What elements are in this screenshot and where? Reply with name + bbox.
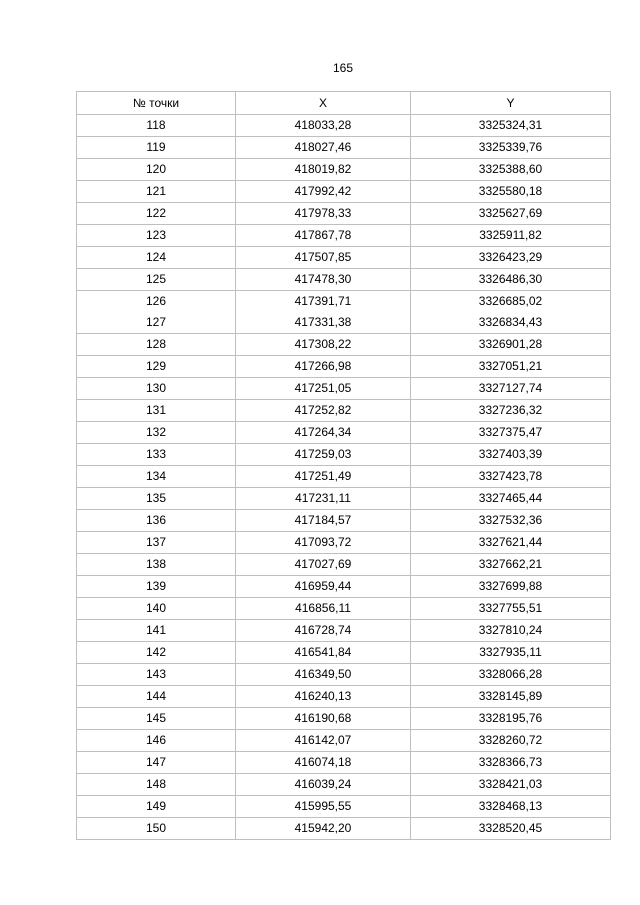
table-row — [77, 203, 611, 225]
y-coordinate-cell: 3325324,31 — [411, 115, 611, 137]
page-number: 165 — [332, 61, 354, 75]
x-coordinate-cell: 417391,71 — [236, 291, 411, 313]
x-coordinate-cell: 416856,11 — [236, 598, 411, 620]
y-coordinate-cell: 3328260,72 — [411, 730, 611, 752]
y-coordinate-cell: 3328421,03 — [411, 774, 611, 796]
y-coordinate-cell: 3326685,02 — [411, 291, 611, 313]
column-header-point-number: № точки — [77, 92, 236, 115]
x-coordinate-cell: 417251,05 — [236, 378, 411, 400]
point-number-cell: 119 — [77, 137, 236, 159]
x-coordinate-cell: 415942,20 — [236, 818, 411, 840]
x-coordinate-cell: 417308,22 — [236, 334, 411, 356]
point-number-cell: 118 — [77, 115, 236, 137]
x-coordinate-cell: 416190,68 — [236, 708, 411, 730]
table-row — [77, 598, 611, 620]
point-number-cell: 142 — [77, 642, 236, 664]
x-coordinate-cell: 416039,24 — [236, 774, 411, 796]
x-coordinate-cell: 417259,03 — [236, 444, 411, 466]
point-number-cell: 120 — [77, 159, 236, 181]
point-number-cell: 121 — [77, 181, 236, 203]
y-coordinate-cell: 3328145,89 — [411, 686, 611, 708]
y-coordinate-cell: 3328520,45 — [411, 818, 611, 840]
table-row — [77, 137, 611, 159]
point-number-cell: 139 — [77, 576, 236, 598]
x-coordinate-cell: 416728,74 — [236, 620, 411, 642]
y-coordinate-cell: 3325911,82 — [411, 225, 611, 247]
table-row — [77, 796, 611, 818]
table-row — [77, 291, 611, 313]
table-row — [77, 247, 611, 269]
x-coordinate-cell: 416959,44 — [236, 576, 411, 598]
y-coordinate-cell: 3327051,21 — [411, 356, 611, 378]
point-number-cell: 133 — [77, 444, 236, 466]
y-coordinate-cell: 3327755,51 — [411, 598, 611, 620]
y-coordinate-cell: 3327935,11 — [411, 642, 611, 664]
x-coordinate-cell: 417093,72 — [236, 532, 411, 554]
x-coordinate-cell: 415995,55 — [236, 796, 411, 818]
column-header-x: X — [236, 92, 411, 115]
y-coordinate-cell: 3326486,30 — [411, 269, 611, 291]
table-row — [77, 510, 611, 532]
point-number-cell: 127 — [77, 312, 236, 334]
point-number-cell: 122 — [77, 203, 236, 225]
point-number-cell: 128 — [77, 334, 236, 356]
y-coordinate-cell: 3328366,73 — [411, 752, 611, 774]
table-row — [77, 444, 611, 466]
y-coordinate-cell: 3327403,39 — [411, 444, 611, 466]
y-coordinate-cell: 3327236,32 — [411, 400, 611, 422]
point-number-cell: 136 — [77, 510, 236, 532]
table-row — [77, 576, 611, 598]
y-coordinate-cell: 3327423,78 — [411, 466, 611, 488]
y-coordinate-cell: 3327375,47 — [411, 422, 611, 444]
point-number-cell: 123 — [77, 225, 236, 247]
y-coordinate-cell: 3328066,28 — [411, 664, 611, 686]
coordinates-table — [76, 91, 611, 840]
table-row — [77, 356, 611, 378]
point-number-cell: 147 — [77, 752, 236, 774]
point-number-cell: 144 — [77, 686, 236, 708]
y-coordinate-cell: 3327699,88 — [411, 576, 611, 598]
table-row — [77, 730, 611, 752]
x-coordinate-cell: 418033,28 — [236, 115, 411, 137]
y-coordinate-cell: 3327662,21 — [411, 554, 611, 576]
point-number-cell: 150 — [77, 818, 236, 840]
x-coordinate-cell: 417507,85 — [236, 247, 411, 269]
x-coordinate-cell: 417251,49 — [236, 466, 411, 488]
x-coordinate-cell: 417331,38 — [236, 312, 411, 334]
table-row — [77, 466, 611, 488]
y-coordinate-cell: 3327810,24 — [411, 620, 611, 642]
x-coordinate-cell: 417264,34 — [236, 422, 411, 444]
y-coordinate-cell: 3328195,76 — [411, 708, 611, 730]
point-number-cell: 135 — [77, 488, 236, 510]
x-coordinate-cell: 417978,33 — [236, 203, 411, 225]
table-row — [77, 400, 611, 422]
table-row — [77, 554, 611, 576]
point-number-cell: 143 — [77, 664, 236, 686]
y-coordinate-cell: 3325580,18 — [411, 181, 611, 203]
table-row — [77, 774, 611, 796]
table-row — [77, 664, 611, 686]
table-row — [77, 181, 611, 203]
y-coordinate-cell: 3326834,43 — [411, 312, 611, 334]
table-row — [77, 225, 611, 247]
point-number-cell: 149 — [77, 796, 236, 818]
point-number-cell: 138 — [77, 554, 236, 576]
point-number-cell: 134 — [77, 466, 236, 488]
x-coordinate-cell: 417027,69 — [236, 554, 411, 576]
y-coordinate-cell: 3327532,36 — [411, 510, 611, 532]
table-row — [77, 620, 611, 642]
point-number-cell: 124 — [77, 247, 236, 269]
table-row — [77, 312, 611, 334]
table-row — [77, 642, 611, 664]
y-coordinate-cell: 3328468,13 — [411, 796, 611, 818]
table-body — [77, 115, 611, 840]
point-number-cell: 146 — [77, 730, 236, 752]
point-number-cell: 125 — [77, 269, 236, 291]
table-row — [77, 115, 611, 137]
table-row — [77, 488, 611, 510]
table-row — [77, 334, 611, 356]
table-row — [77, 269, 611, 291]
y-coordinate-cell: 3327465,44 — [411, 488, 611, 510]
point-number-cell: 141 — [77, 620, 236, 642]
column-header-y: Y — [411, 92, 611, 115]
point-number-cell: 129 — [77, 356, 236, 378]
point-number-cell: 132 — [77, 422, 236, 444]
x-coordinate-cell: 417266,98 — [236, 356, 411, 378]
x-coordinate-cell: 416240,13 — [236, 686, 411, 708]
x-coordinate-cell: 416349,50 — [236, 664, 411, 686]
x-coordinate-cell: 417867,78 — [236, 225, 411, 247]
x-coordinate-cell: 417992,42 — [236, 181, 411, 203]
y-coordinate-cell: 3326423,29 — [411, 247, 611, 269]
table-row — [77, 532, 611, 554]
table-row — [77, 422, 611, 444]
table-row — [77, 378, 611, 400]
point-number-cell: 126 — [77, 291, 236, 313]
x-coordinate-cell: 417184,57 — [236, 510, 411, 532]
table-row — [77, 752, 611, 774]
table-row — [77, 159, 611, 181]
y-coordinate-cell: 3327621,44 — [411, 532, 611, 554]
x-coordinate-cell: 417231,11 — [236, 488, 411, 510]
x-coordinate-cell: 417478,30 — [236, 269, 411, 291]
y-coordinate-cell: 3325339,76 — [411, 137, 611, 159]
x-coordinate-cell: 417252,82 — [236, 400, 411, 422]
x-coordinate-cell: 416142,07 — [236, 730, 411, 752]
point-number-cell: 145 — [77, 708, 236, 730]
point-number-cell: 137 — [77, 532, 236, 554]
table-header-row — [77, 92, 611, 115]
point-number-cell: 131 — [77, 400, 236, 422]
table-row — [77, 708, 611, 730]
y-coordinate-cell: 3325627,69 — [411, 203, 611, 225]
x-coordinate-cell: 418019,82 — [236, 159, 411, 181]
y-coordinate-cell: 3327127,74 — [411, 378, 611, 400]
y-coordinate-cell: 3326901,28 — [411, 334, 611, 356]
x-coordinate-cell: 416074,18 — [236, 752, 411, 774]
y-coordinate-cell: 3325388,60 — [411, 159, 611, 181]
table-row — [77, 686, 611, 708]
point-number-cell: 130 — [77, 378, 236, 400]
x-coordinate-cell: 416541,84 — [236, 642, 411, 664]
point-number-cell: 140 — [77, 598, 236, 620]
table-row — [77, 818, 611, 840]
point-number-cell: 148 — [77, 774, 236, 796]
x-coordinate-cell: 418027,46 — [236, 137, 411, 159]
